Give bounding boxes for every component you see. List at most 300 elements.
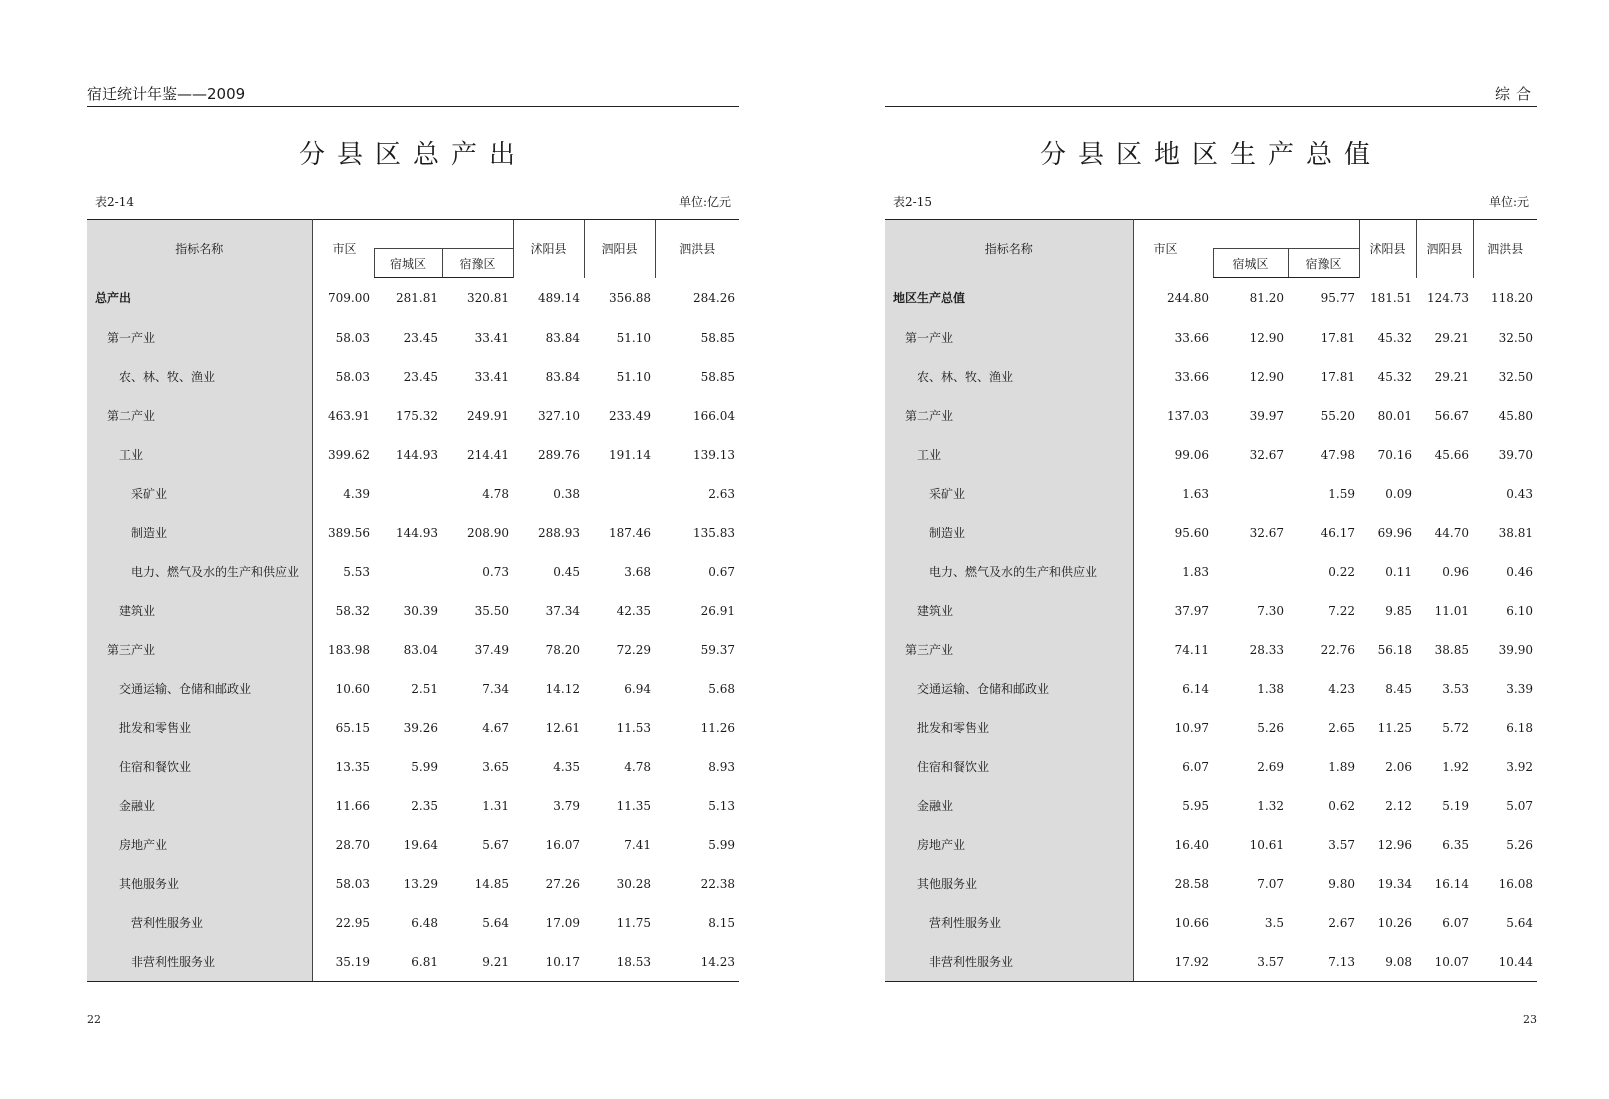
cell-value: 33.41: [474, 330, 509, 345]
cell-value: 0.22: [1328, 564, 1355, 579]
cell-value: 56.67: [1434, 408, 1469, 423]
running-head: 宿迁统计年鉴——2009: [87, 84, 739, 107]
row-label: 工业: [885, 435, 1133, 474]
cell-value: 23.45: [403, 330, 438, 345]
row-label: 金融业: [885, 786, 1133, 825]
row-label: 第二产业: [885, 396, 1133, 435]
cell-value: 17.81: [1320, 330, 1355, 345]
row-label: 非营利性服务业: [87, 942, 312, 982]
cell-value: 17.09: [545, 915, 580, 930]
cell-value: 249.91: [467, 408, 509, 423]
cell-value: 118.20: [1491, 290, 1533, 305]
cell-value: 463.91: [328, 408, 370, 423]
cell-value: 38.85: [1434, 642, 1469, 657]
cell-value: 5.53: [343, 564, 370, 579]
cell-value: 2.51: [411, 681, 438, 696]
cell-value: 58.85: [700, 369, 735, 384]
cell-value: 35.19: [312, 942, 374, 982]
cell-value: 16.40: [1174, 837, 1209, 852]
cell-value: 46.17: [1320, 525, 1355, 540]
cell-value: 2.63: [708, 486, 735, 501]
header-county-2: 泗阳县: [1416, 220, 1473, 278]
table-title: 分县区总产出: [298, 140, 527, 170]
cell-value: 5.99: [708, 837, 735, 852]
cell-value: 16.14: [1434, 876, 1469, 891]
cell-value: 30.39: [403, 603, 438, 618]
cell-value: 29.21: [1434, 369, 1469, 384]
row-label: 建筑业: [885, 591, 1133, 630]
cell-value: 11.35: [616, 798, 651, 813]
cell-value: 18.53: [584, 942, 655, 982]
cell-value: 35.50: [474, 603, 509, 618]
table-row: [87, 942, 739, 982]
cell-value: 181.51: [1370, 290, 1412, 305]
cell-value: 5.13: [708, 798, 735, 813]
cell-value: 2.65: [1328, 720, 1355, 735]
cell-value: 9.85: [1385, 603, 1412, 618]
row-label: 电力、燃气及水的生产和供应业: [885, 552, 1133, 591]
cell-value: 6.94: [624, 681, 651, 696]
cell-value: 6.18: [1506, 720, 1533, 735]
header-indicator: 指标名称: [87, 220, 312, 278]
cell-value: 11.53: [616, 720, 651, 735]
page-number: 23: [1523, 1013, 1537, 1026]
table-row: [87, 591, 739, 630]
cell-value: 11.01: [1434, 603, 1469, 618]
row-label: 批发和零售业: [885, 708, 1133, 747]
cell-value: 22.95: [335, 915, 370, 930]
table-row: [87, 278, 739, 319]
table-row: [885, 786, 1537, 825]
cell-value: 1.32: [1257, 798, 1284, 813]
cell-value: 56.18: [1377, 642, 1412, 657]
cell-value: 58.85: [700, 330, 735, 345]
cell-value: 10.66: [1174, 915, 1209, 930]
cell-value: 6.35: [1442, 837, 1469, 852]
cell-value: 81.20: [1249, 291, 1284, 305]
cell-value: 5.19: [1442, 798, 1469, 813]
right-page: [885, 0, 1537, 1099]
cell-value: 3.57: [1213, 942, 1288, 982]
header-city: 市区: [1133, 220, 1213, 278]
row-label: 建筑业: [87, 591, 312, 630]
cell-value: 137.03: [1167, 408, 1209, 423]
cell-value: 10.97: [1174, 720, 1209, 735]
cell-value: 4.78: [482, 486, 509, 501]
cell-value: 45.66: [1434, 447, 1469, 462]
table-body: [885, 278, 1537, 982]
cell-value: 37.49: [474, 642, 509, 657]
cell-value: 55.20: [1320, 408, 1355, 423]
table-row: [87, 396, 739, 435]
header-county-1: 沭阳县: [513, 220, 584, 278]
header-district-1: 宿城区: [374, 249, 442, 278]
cell-value: 39.70: [1498, 447, 1533, 462]
cell-value: 12.90: [1249, 369, 1284, 384]
table-row: [87, 357, 739, 396]
cell-value: 10.26: [1377, 915, 1412, 930]
table-row: [87, 630, 739, 669]
cell-value: 69.96: [1377, 525, 1412, 540]
cell-value: 37.97: [1174, 603, 1209, 618]
cell-value: 95.77: [1320, 291, 1355, 305]
cell-value: 16.08: [1498, 876, 1533, 891]
row-label: 电力、燃气及水的生产和供应业: [87, 552, 312, 591]
cell-value: 6.10: [1506, 603, 1533, 618]
header-county-3: 泗洪县: [1473, 220, 1537, 278]
cell-value: 17.81: [1320, 369, 1355, 384]
cell-value: 7.34: [482, 681, 509, 696]
cell-value: 38.81: [1498, 525, 1533, 540]
unit-label: 单位:元: [1488, 195, 1529, 209]
cell-value: 42.35: [616, 603, 651, 618]
cell-value: 14.12: [545, 681, 580, 696]
cell-value: 11.25: [1377, 720, 1412, 735]
cell-value: 9.80: [1328, 876, 1355, 891]
cell-value: 72.29: [616, 642, 651, 657]
cell-value: 7.13: [1288, 942, 1359, 982]
cell-value: 0.43: [1506, 486, 1533, 501]
cell-value: 3.79: [553, 798, 580, 813]
cell-value: 47.98: [1320, 447, 1355, 462]
row-label: 其他服务业: [885, 864, 1133, 903]
cell-value: 33.41: [474, 369, 509, 384]
cell-value: 45.32: [1377, 330, 1412, 345]
cell-value: 191.14: [609, 447, 651, 462]
cell-value: 1.83: [1182, 564, 1209, 579]
row-label: 交通运输、仓储和邮政业: [87, 669, 312, 708]
table-row: [87, 864, 739, 903]
cell-value: [374, 552, 442, 591]
header-indicator: 指标名称: [885, 220, 1133, 278]
cell-value: 10.07: [1416, 942, 1473, 982]
cell-value: 7.07: [1257, 876, 1284, 891]
table-row: [885, 708, 1537, 747]
cell-value: [1416, 474, 1473, 513]
cell-value: 6.07: [1182, 759, 1209, 774]
cell-value: 244.80: [1167, 290, 1209, 305]
cell-value: 2.06: [1385, 759, 1412, 774]
row-label: 金融业: [87, 786, 312, 825]
cell-value: 1.92: [1442, 759, 1469, 774]
header-district-2: 宿豫区: [442, 249, 513, 278]
row-label: 农、林、牧、渔业: [885, 357, 1133, 396]
cell-value: 3.92: [1506, 759, 1533, 774]
cell-value: 0.67: [708, 564, 735, 579]
cell-value: 37.34: [545, 603, 580, 618]
cell-value: 13.29: [403, 876, 438, 891]
cell-value: 187.46: [609, 525, 651, 540]
cell-value: 65.15: [335, 720, 370, 735]
cell-value: 74.11: [1174, 642, 1209, 657]
gdp-table: [885, 219, 1537, 982]
cell-value: 10.60: [335, 681, 370, 696]
row-label: 制造业: [87, 513, 312, 552]
table-row: [87, 708, 739, 747]
cell-value: 12.96: [1377, 837, 1412, 852]
table-row: [87, 474, 739, 513]
cell-value: 32.50: [1498, 369, 1533, 384]
cell-value: 6.81: [374, 942, 442, 982]
cell-value: 3.53: [1442, 681, 1469, 696]
table-row: [87, 318, 739, 357]
cell-value: 78.20: [545, 642, 580, 657]
cell-value: 3.68: [624, 564, 651, 579]
table-row: [87, 786, 739, 825]
cell-value: 144.93: [396, 525, 438, 540]
cell-value: 28.70: [335, 837, 370, 852]
cell-value: 58.03: [335, 876, 370, 891]
cell-value: 2.69: [1257, 759, 1284, 774]
running-head: 综合: [885, 84, 1537, 107]
cell-value: 284.26: [693, 290, 735, 305]
row-label: 地区生产总值: [885, 278, 1133, 319]
cell-value: 0.46: [1506, 564, 1533, 579]
cell-value: 709.00: [328, 290, 370, 305]
row-label: 非营利性服务业: [885, 942, 1133, 982]
cell-value: 139.13: [693, 447, 735, 462]
cell-value: 327.10: [538, 408, 580, 423]
unit-label: 单位:亿元: [678, 195, 731, 209]
cell-value: 39.26: [403, 720, 438, 735]
cell-value: 29.21: [1434, 330, 1469, 345]
table-row: [87, 513, 739, 552]
cell-value: 32.67: [1249, 447, 1284, 462]
cell-value: 58.03: [335, 330, 370, 345]
header-district-1: 宿城区: [1213, 249, 1288, 278]
cell-value: 11.26: [700, 720, 735, 735]
cell-value: 5.64: [482, 915, 509, 930]
table-row: [885, 396, 1537, 435]
cell-value: 135.83: [693, 525, 735, 540]
cell-value: 80.01: [1377, 408, 1412, 423]
cell-value: [584, 474, 655, 513]
cell-value: 389.56: [328, 525, 370, 540]
table-row: [885, 825, 1537, 864]
cell-value: 289.76: [538, 447, 580, 462]
cell-value: 0.38: [553, 486, 580, 501]
cell-value: [1213, 474, 1288, 513]
cell-value: [1213, 552, 1288, 591]
cell-value: 208.90: [467, 525, 509, 540]
cell-value: 5.07: [1506, 798, 1533, 813]
cell-value: 2.12: [1385, 798, 1412, 813]
row-label: 第三产业: [885, 630, 1133, 669]
table-row: [87, 825, 739, 864]
cell-value: 6.48: [411, 915, 438, 930]
header-city-districts: [374, 220, 513, 249]
cell-value: 26.91: [700, 603, 735, 618]
cell-value: 5.68: [708, 681, 735, 696]
cell-value: 30.28: [616, 876, 651, 891]
cell-value: 39.97: [1249, 408, 1284, 423]
header-county-3: 泗洪县: [655, 220, 739, 278]
cell-value: 1.63: [1182, 486, 1209, 501]
cell-value: 51.10: [616, 330, 651, 345]
row-label: 交通运输、仓储和邮政业: [885, 669, 1133, 708]
cell-value: 124.73: [1427, 290, 1469, 305]
cell-value: 10.44: [1473, 942, 1537, 982]
header-county-2: 泗阳县: [584, 220, 655, 278]
cell-value: 5.26: [1506, 837, 1533, 852]
table-row: [885, 552, 1537, 591]
cell-value: 45.80: [1498, 408, 1533, 423]
cell-value: 9.21: [442, 942, 513, 982]
row-label: 第二产业: [87, 396, 312, 435]
cell-value: 320.81: [467, 291, 509, 305]
cell-value: 23.45: [403, 369, 438, 384]
cell-value: 10.61: [1249, 837, 1284, 852]
cell-value: 16.07: [545, 837, 580, 852]
table-row: [885, 591, 1537, 630]
table-title: 分县区地区生产总值: [1039, 140, 1382, 170]
row-label: 第三产业: [87, 630, 312, 669]
cell-value: 183.98: [328, 642, 370, 657]
cell-value: 14.23: [655, 942, 739, 982]
table-row: [885, 669, 1537, 708]
cell-value: 0.11: [1385, 564, 1412, 579]
cell-value: 19.64: [403, 837, 438, 852]
row-label: 采矿业: [885, 474, 1133, 513]
row-label: 营利性服务业: [885, 903, 1133, 942]
cell-value: 2.67: [1328, 915, 1355, 930]
cell-value: 5.67: [482, 837, 509, 852]
cell-value: 281.81: [396, 291, 438, 305]
cell-value: 489.14: [538, 290, 580, 305]
row-label: 第一产业: [885, 318, 1133, 357]
cell-value: 99.06: [1174, 447, 1209, 462]
cell-value: 4.67: [482, 720, 509, 735]
row-label: 营利性服务业: [87, 903, 312, 942]
cell-value: 0.96: [1442, 564, 1469, 579]
cell-value: 59.37: [700, 642, 735, 657]
cell-value: 1.31: [482, 798, 509, 813]
cell-value: 33.66: [1174, 330, 1209, 345]
cell-value: 28.33: [1249, 642, 1284, 657]
cell-value: 22.38: [700, 876, 735, 891]
row-label: 房地产业: [87, 825, 312, 864]
header-city-districts: [1213, 220, 1359, 249]
cell-value: 9.08: [1359, 942, 1416, 982]
cell-value: 6.07: [1442, 915, 1469, 930]
row-label: 批发和零售业: [87, 708, 312, 747]
cell-value: 17.92: [1133, 942, 1213, 982]
table-number: 表2-14: [95, 195, 134, 209]
cell-value: 14.85: [474, 876, 509, 891]
cell-value: 214.41: [467, 447, 509, 462]
cell-value: 4.35: [553, 759, 580, 774]
row-label: 工业: [87, 435, 312, 474]
table-row: [87, 903, 739, 942]
cell-value: 5.26: [1257, 720, 1284, 735]
cell-value: 28.58: [1174, 876, 1209, 891]
cell-value: 233.49: [609, 408, 651, 423]
row-label: 总产出: [87, 278, 312, 319]
cell-value: 39.90: [1498, 642, 1533, 657]
cell-value: 175.32: [396, 408, 438, 423]
cell-value: 11.75: [616, 915, 651, 930]
cell-value: 58.32: [335, 603, 370, 618]
cell-value: 3.65: [482, 759, 509, 774]
table-row: [885, 630, 1537, 669]
cell-value: 3.5: [1264, 915, 1284, 930]
cell-value: 0.73: [482, 564, 509, 579]
table-row: [885, 747, 1537, 786]
cell-value: 144.93: [396, 447, 438, 462]
left-page: [87, 0, 739, 1099]
cell-value: 1.38: [1257, 681, 1284, 696]
table-row: [885, 864, 1537, 903]
cell-value: 33.66: [1174, 369, 1209, 384]
cell-value: 5.99: [411, 759, 438, 774]
page-number: 22: [87, 1013, 101, 1026]
table-row: [885, 318, 1537, 357]
table-row: [885, 903, 1537, 942]
table-row: [885, 435, 1537, 474]
table-body: [87, 278, 739, 982]
table-row: [87, 747, 739, 786]
row-label: 其他服务业: [87, 864, 312, 903]
cell-value: 13.35: [335, 759, 370, 774]
cell-value: 0.62: [1328, 798, 1355, 813]
cell-value: 166.04: [693, 408, 735, 423]
cell-value: [374, 474, 442, 513]
row-label: 农、林、牧、渔业: [87, 357, 312, 396]
cell-value: 8.45: [1385, 681, 1412, 696]
cell-value: 8.93: [708, 759, 735, 774]
cell-value: 11.66: [335, 798, 370, 813]
cell-value: 1.59: [1328, 486, 1355, 501]
row-label: 制造业: [885, 513, 1133, 552]
cell-value: 32.50: [1498, 330, 1533, 345]
cell-value: 3.57: [1328, 837, 1355, 852]
gross-output-table: [87, 219, 739, 982]
cell-value: 45.32: [1377, 369, 1412, 384]
cell-value: 4.78: [624, 759, 651, 774]
cell-value: 19.34: [1377, 876, 1412, 891]
table-row: [87, 552, 739, 591]
cell-value: 58.03: [335, 369, 370, 384]
cell-value: 95.60: [1174, 525, 1209, 540]
table-row: [87, 669, 739, 708]
row-label: 住宿和餐饮业: [885, 747, 1133, 786]
cell-value: 0.45: [553, 564, 580, 579]
cell-value: 12.90: [1249, 330, 1284, 345]
cell-value: 70.16: [1377, 447, 1412, 462]
cell-value: 399.62: [328, 447, 370, 462]
cell-value: 32.67: [1249, 525, 1284, 540]
header-city: 市区: [312, 220, 374, 278]
cell-value: 7.41: [624, 837, 651, 852]
table-row: [885, 474, 1537, 513]
cell-value: 288.93: [538, 525, 580, 540]
cell-value: 3.39: [1506, 681, 1533, 696]
table-row: [885, 513, 1537, 552]
cell-value: 7.22: [1328, 603, 1355, 618]
table-number: 表2-15: [893, 195, 932, 209]
cell-value: 83.04: [403, 642, 438, 657]
cell-value: 5.72: [1442, 720, 1469, 735]
cell-value: 83.84: [545, 369, 580, 384]
row-label: 采矿业: [87, 474, 312, 513]
cell-value: 0.09: [1385, 486, 1412, 501]
cell-value: 1.89: [1328, 759, 1355, 774]
header-county-1: 沭阳县: [1359, 220, 1416, 278]
cell-value: 6.14: [1182, 681, 1209, 696]
table-row: [87, 435, 739, 474]
table-row: [885, 942, 1537, 982]
row-label: 住宿和餐饮业: [87, 747, 312, 786]
